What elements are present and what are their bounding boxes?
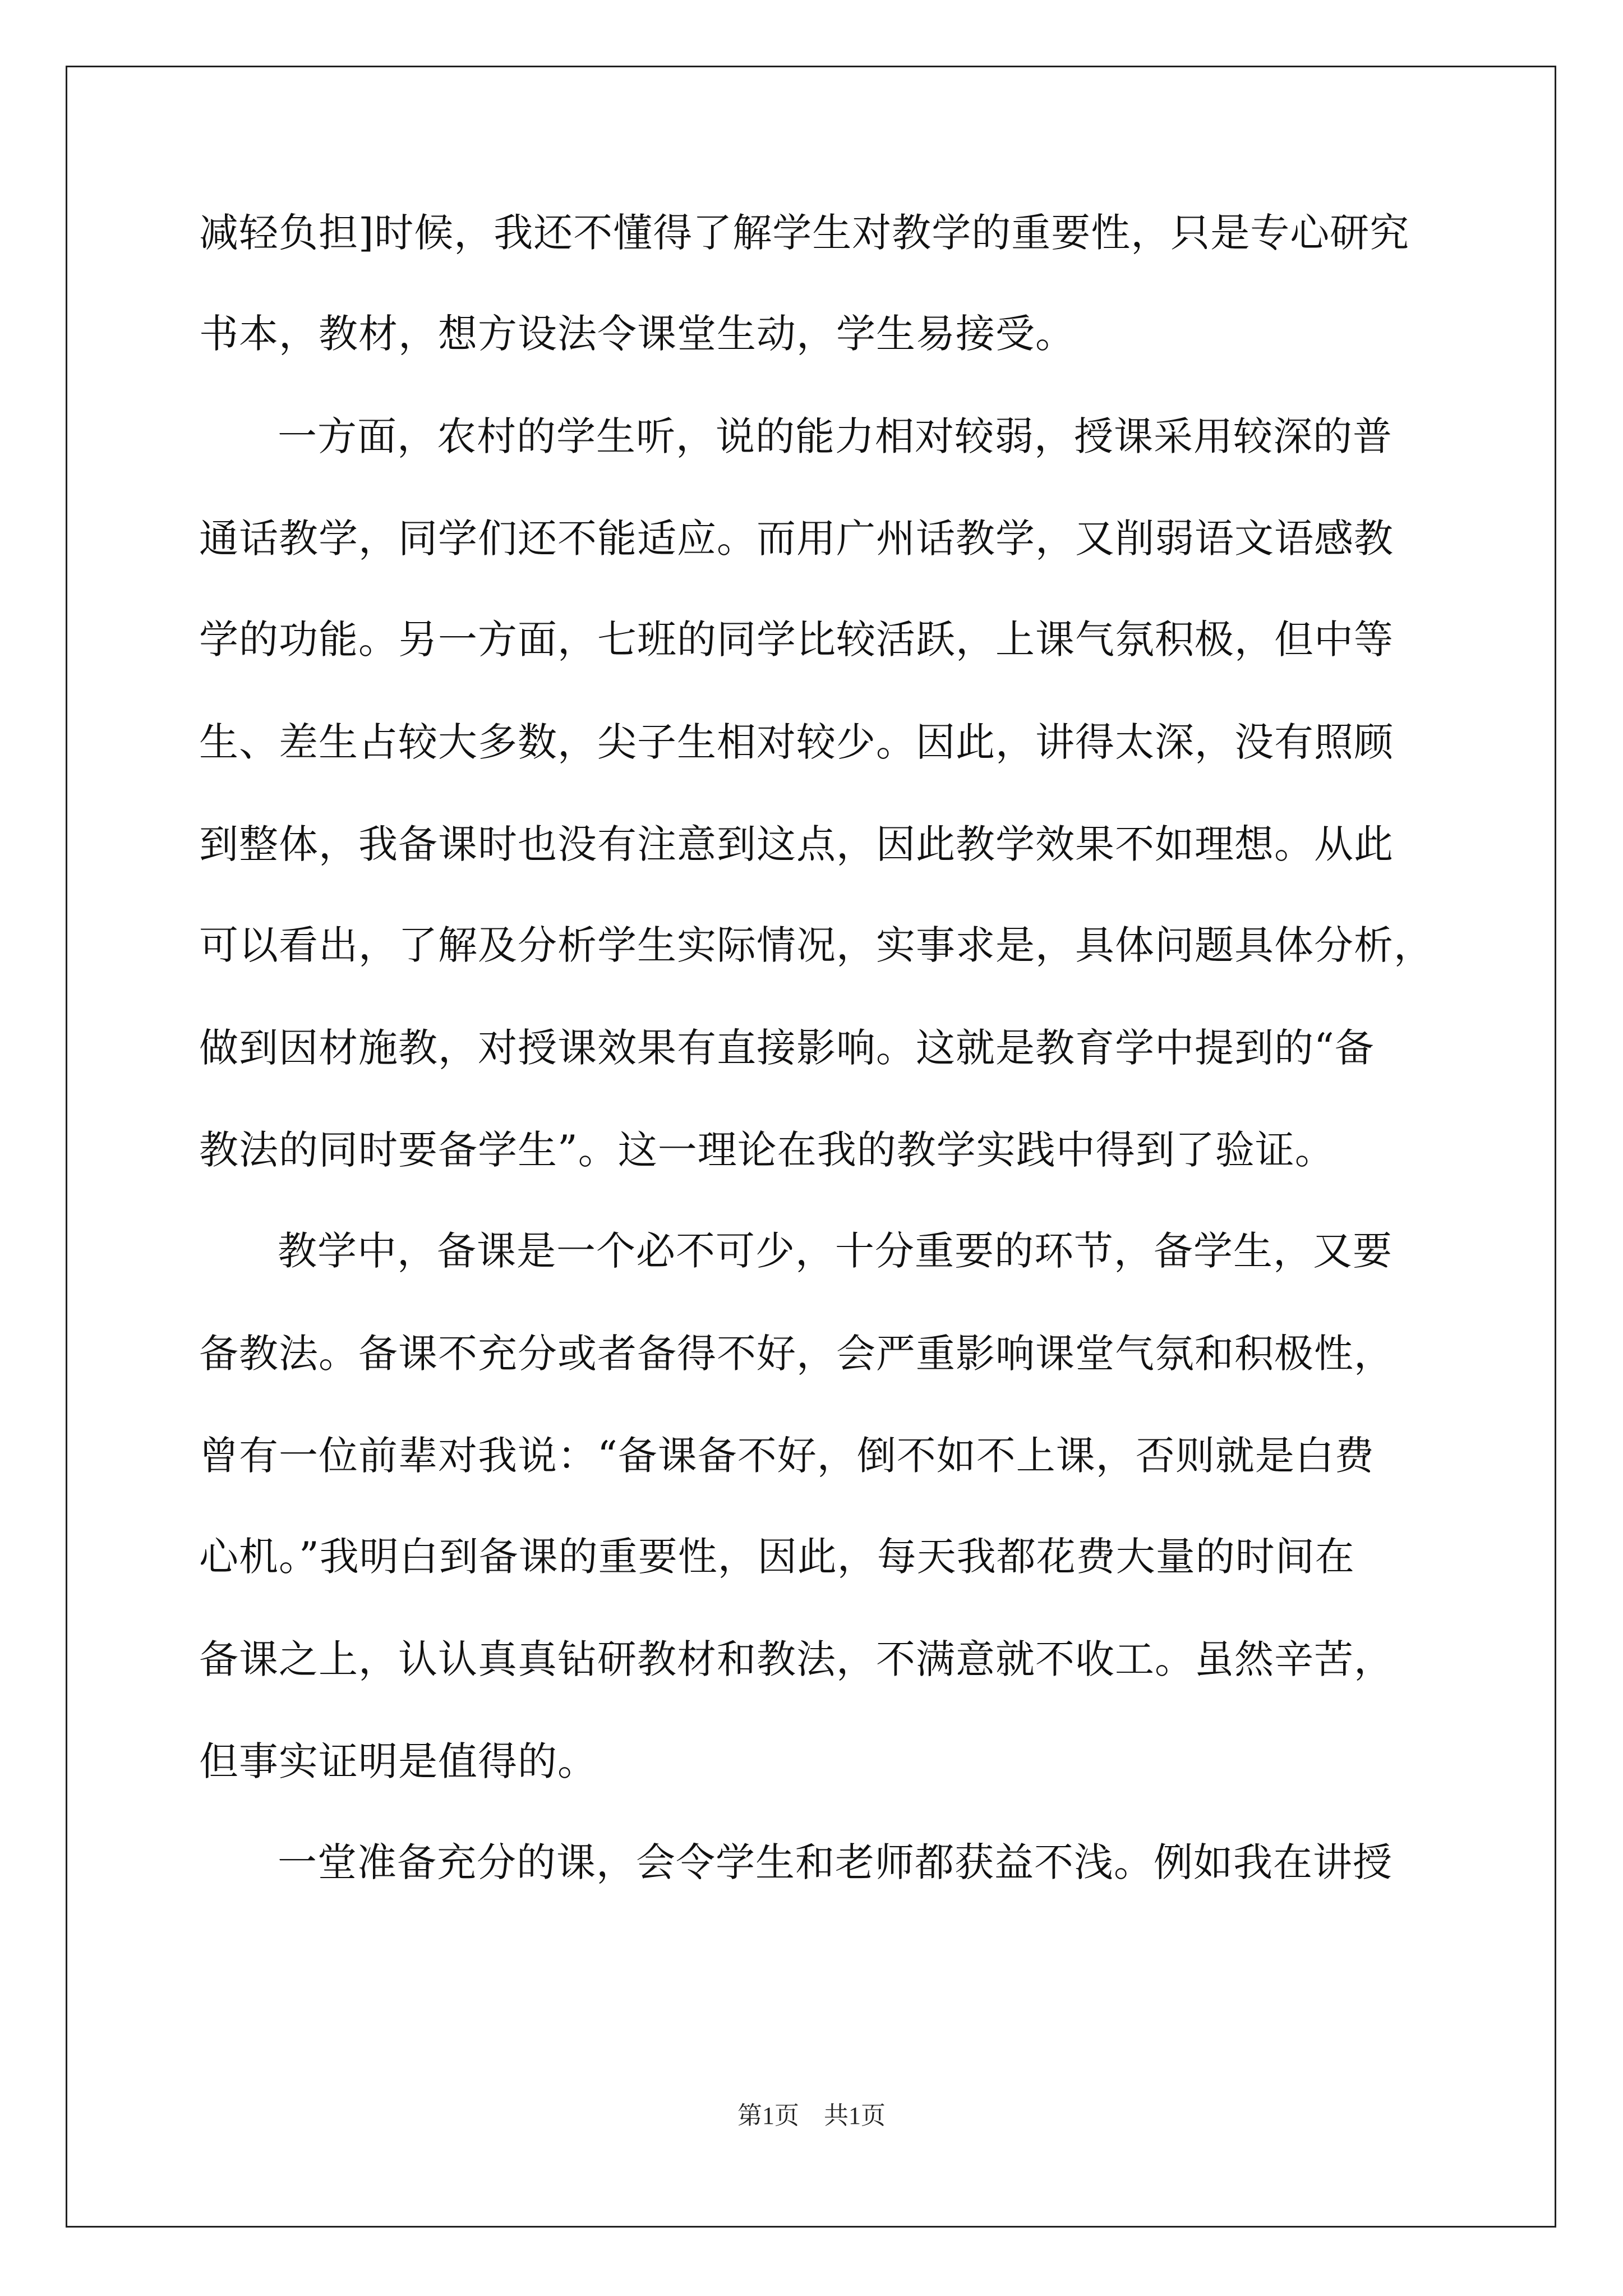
text-line: 备教法。备课不充分或者备得不好，会严重影响课堂气氛和积极性， [199, 1331, 1394, 1377]
text-line: 学的功能。另一方面，七班的同学比较活跃，上课气氛积极，但中等 [199, 616, 1394, 662]
text-line: 一堂准备充分的课，会令学生和老师都获益不浅。例如我在讲授 [278, 1839, 1393, 1885]
text-line: 心机。”我明白到备课的重要性，因此，每天我都花费大量的时间在 [199, 1534, 1355, 1580]
text-line: 书本，教材，想方设法令课堂生动，学生易接受。 [199, 311, 1075, 357]
text-line: 备课之上，认认真真钻研教材和教法，不满意就不收工。虽然辛苦， [199, 1636, 1394, 1682]
text-line: 通话教学，同学们还不能适应。而用广州话教学，又削弱语文语感教 [199, 516, 1394, 562]
text-line: 到整体，我备课时也没有注意到这点，因此教学效果不如理想。从此 [199, 821, 1394, 867]
text-line: 曾有一位前辈对我说：“备课备不好，倒不如不上课，否则就是白费 [199, 1433, 1375, 1479]
text-line: 生、差生占较大多数，尖子生相对较少。因此，讲得太深，没有照顾 [199, 719, 1394, 765]
text-line: 做到因材施教，对授课效果有直接影响。这就是教育学中提到的“备 [199, 1025, 1375, 1071]
page-number-footer: 第1页 共1页 [737, 2102, 886, 2129]
text-line: 一方面，农村的学生听，说的能力相对较弱，授课采用较深的普 [278, 413, 1393, 459]
text-line: 但事实证明是值得的。 [199, 1738, 597, 1784]
text-line: 减轻负担]时候，我还不懂得了解学生对教学的重要性，只是专心研究 [199, 210, 1410, 256]
text-line: 可以看出，了解及分析学生实际情况，实事求是，具体问题具体分析， [199, 922, 1433, 968]
text-line: 教学中，备课是一个必不可少，十分重要的环节，备学生，又要 [278, 1228, 1393, 1274]
text-line: 教法的同时要备学生”。这一理论在我的教学实践中得到了验证。 [199, 1127, 1335, 1173]
